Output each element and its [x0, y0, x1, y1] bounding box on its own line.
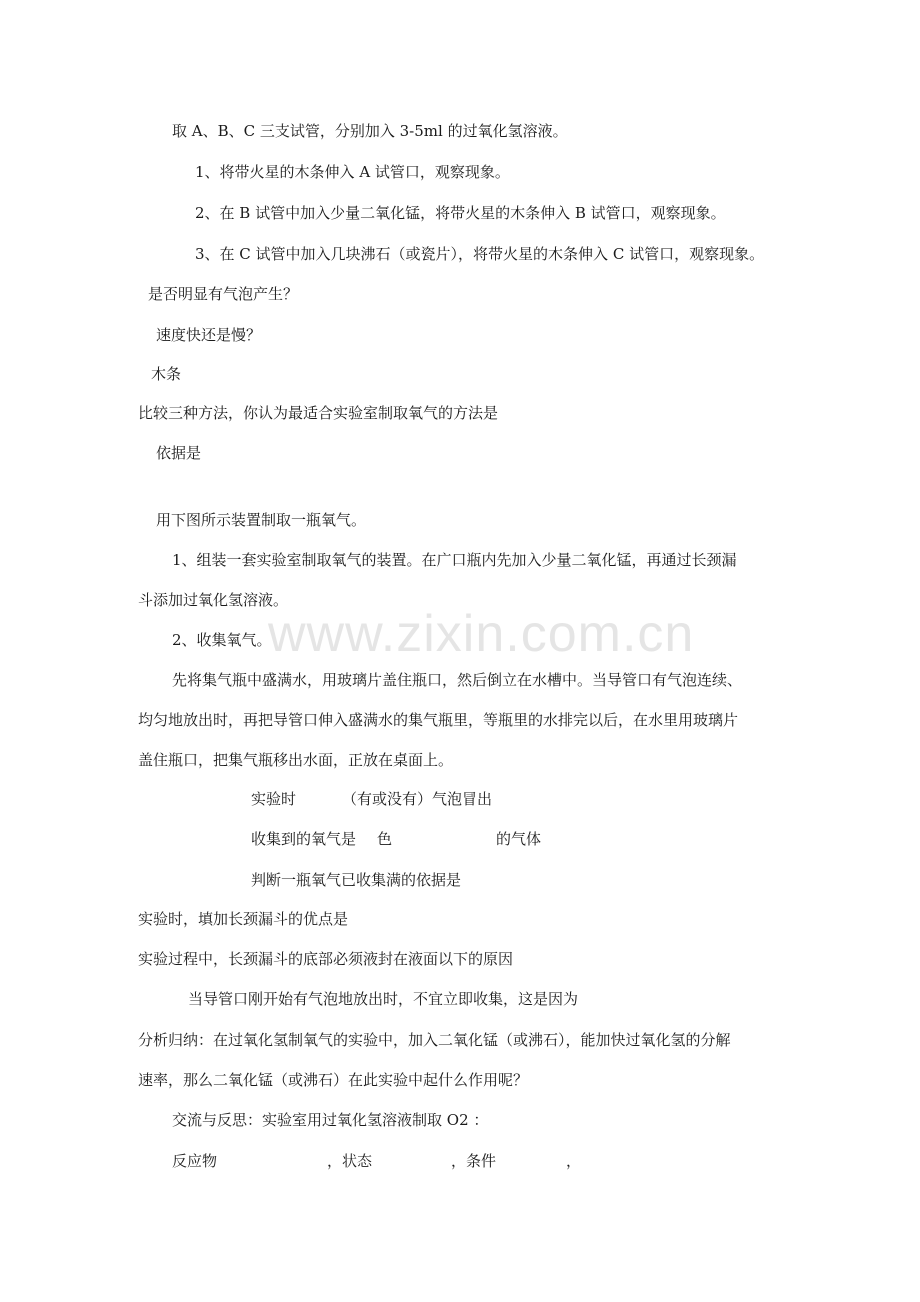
text-line: 是否明显有气泡产生？ — [148, 285, 299, 303]
text-line: 交流与反思：实验室用过氧化氢溶液制取 O2 ： — [172, 1111, 489, 1129]
watermark: www.zixin.com.cn — [268, 605, 695, 663]
text-line: 1、组装一套实验室制取氧气的装置。在广口瓶内先加入少量二氧化锰，再通过长颈漏 — [172, 551, 737, 569]
text-line: 3、在 C 试管中加入几块沸石（或瓷片），将带火星的木条伸入 C 试管口，观察现象。 — [195, 245, 765, 263]
text-line: 盖住瓶口，把集气瓶移出水面，正放在桌面上。 — [138, 751, 454, 769]
text-line: 速度快还是慢？ — [156, 326, 262, 344]
fill-blank-label: 反应物 — [172, 1152, 218, 1170]
fill-blank-label: ，条件 — [451, 1152, 497, 1170]
text-line: 依据是 — [156, 444, 202, 462]
text-line: 木条 — [151, 365, 182, 383]
fill-blank-label: ， — [566, 1152, 582, 1170]
text-line: 2、收集氧气。 — [172, 631, 272, 649]
text-line: 用下图所示装置制取一瓶氧气。 — [156, 511, 367, 529]
fill-blank-label: 的气体 — [496, 830, 542, 848]
fill-blank-label: ，状态 — [327, 1152, 373, 1170]
text-line: 实验过程中，长颈漏斗的底部必须液封在液面以下的原因 — [138, 950, 514, 968]
text-line: 斗添加过氧化氢溶液。 — [138, 591, 289, 609]
fill-blank-label: 实验时 — [251, 790, 297, 808]
text-line: 2、在 B 试管中加入少量二氧化锰，将带火星的木条伸入 B 试管口，观察现象。 — [195, 204, 726, 222]
text-line: 均匀地放出时，再把导管口伸入盛满水的集气瓶里，等瓶里的水排完以后，在水里用玻璃片 — [138, 711, 739, 729]
text-line: 当导管口刚开始有气泡地放出时，不宜立即收集，这是因为 — [188, 990, 579, 1008]
text-line: 实验时，填加长颈漏斗的优点是 — [138, 910, 349, 928]
fill-blank-label: 收集到的氧气是 — [251, 830, 357, 848]
text-line: 分析归纳：在过氧化氢制氧气的实验中，加入二氧化锰（或沸石），能加快过氧化氢的分解 — [138, 1031, 731, 1049]
text-line: 速率，那么二氧化锰（或沸石）在此实验中起什么作用呢？ — [138, 1071, 529, 1089]
text-line: 先将集气瓶中盛满水，用玻璃片盖住瓶口，然后倒立在水槽中。当导管口有气泡连续、 — [172, 671, 743, 689]
text-line: 判断一瓶氧气已收集满的依据是 — [251, 871, 462, 889]
text-line: 取 A、B、C 三支试管，分别加入 3-5ml 的过氧化氢溶液。 — [172, 122, 568, 140]
text-line: 比较三种方法，你认为最适合实验室制取氧气的方法是 — [138, 404, 499, 422]
fill-blank-label: 色 — [377, 830, 393, 848]
text-line: 1、将带火星的木条伸入 A 试管口，观察现象。 — [195, 163, 510, 181]
fill-blank-label: （有或没有）气泡冒出 — [342, 790, 493, 808]
